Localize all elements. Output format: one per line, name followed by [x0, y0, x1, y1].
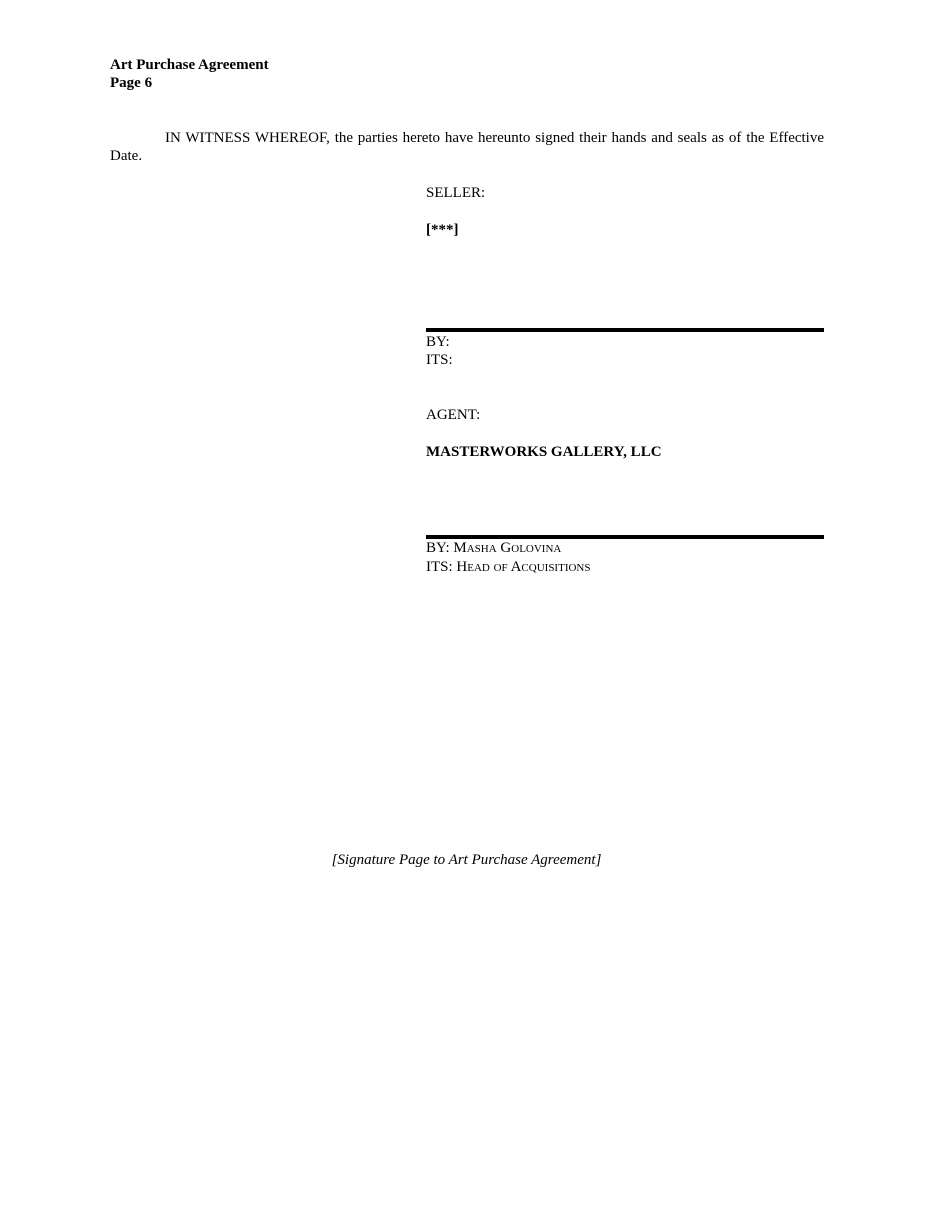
agent-its-label: ITS:: [426, 559, 453, 575]
agent-by-value: Masha Golovina: [453, 540, 562, 556]
agent-its-field: [426, 558, 590, 576]
seller-label: SELLER:: [426, 185, 486, 201]
signature-page-caption: [Signature Page to Art Purchase Agreement]: [331, 852, 602, 868]
seller-signature-block: [426, 184, 824, 239]
agent-signature-block: [426, 406, 824, 461]
agent-by-field: [426, 539, 561, 557]
page-header: [110, 56, 269, 92]
document-title: Art Purchase Agreement: [110, 57, 269, 73]
agent-label: AGENT:: [426, 407, 481, 423]
agent-its-value: Head of Acquisitions: [456, 559, 591, 575]
agent-by-label: BY:: [426, 540, 450, 556]
agent-party-name: MASTERWORKS GALLERY, LLC: [426, 444, 662, 460]
page-number: Page 6: [110, 75, 153, 91]
seller-signature-line: [426, 328, 824, 332]
seller-its-label: ITS:: [426, 352, 453, 368]
seller-its-field: [426, 351, 453, 369]
seller-party-name: [***]: [426, 222, 459, 238]
seller-by-field: [426, 333, 450, 351]
witness-paragraph: IN WITNESS WHEREOF, the parties hereto have hereunto signed their hands and seals as of the Effective Date.: [110, 130, 824, 164]
seller-by-label: BY:: [426, 334, 450, 350]
